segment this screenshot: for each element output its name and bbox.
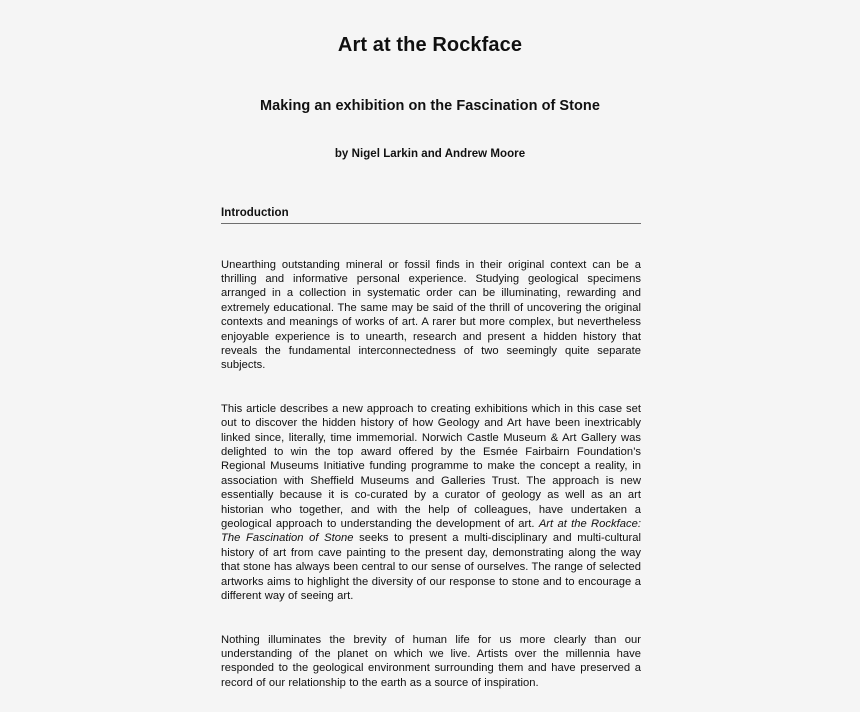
document-body <box>221 162 641 690</box>
byline: by Nigel Larkin and Andrew Moore <box>334 148 526 161</box>
page-title: Art at the Rockface <box>337 34 523 56</box>
section-divider <box>221 223 641 224</box>
exhibition-title-italic: Art at the Rockface: The Fascination of Stone <box>221 518 641 545</box>
paragraph-2 <box>221 373 641 604</box>
section-heading-introduction: Introduction <box>221 207 289 220</box>
paragraph-2-text-before: This article describes a new approach to creating exhibitions which in this case set out to discover the hidden history of how Geology and Art have been inextricably linked since, literally, time immemorial. Norwich Castle Museum & Art Gallery was delighted to win the top award offered by the Esmée Fairbairn Foundation’s Regional Museums Initiative funding programme to make the concept a reality, in association with Sheffield Museums and Galleries Trust. The approach is new essentially because it is co-curated by a curator of geology as well as an art historian who together, and with the help of colleagues, have undertaken a geological approach to understanding the development of art. <box>221 402 641 531</box>
page-subtitle: Making an exhibition on the Fascination of Stone <box>260 98 600 114</box>
paragraph-1: Unearthing outstanding mineral or fossil finds in their original context can be a thrilling and informative personal experience. Studying geological specimens arranged in a collection in systematic order can be illuminating, rewarding and extremely educational. The same may be said of the thrill of uncovering the original contexts and meanings of works of art. A rarer but more complex, but nevertheless enjoyable experience is to unearth, research and present a hidden history that reveals the fundamental interconnectedness of two seemingly quite separate subjects. <box>221 258 641 372</box>
paragraph-2-text-after: seeks to present a multi-disciplinary and multi-cultural history of art from cave painting to the present day, demonstrating along the way that stone has always been central to our sense of ourselves. The range of selected artworks aims to highlight the diversity of our response to stone and to encourage a different way of seeing art. <box>221 532 641 603</box>
paragraph-3: Nothing illuminates the brevity of human life for us more clearly than our understanding of the planet on which we live. Artists over the millennia have responded to the geological environment surrounding them and have preserved a record of our relationship to the earth as a source of inspiration. <box>221 633 641 689</box>
